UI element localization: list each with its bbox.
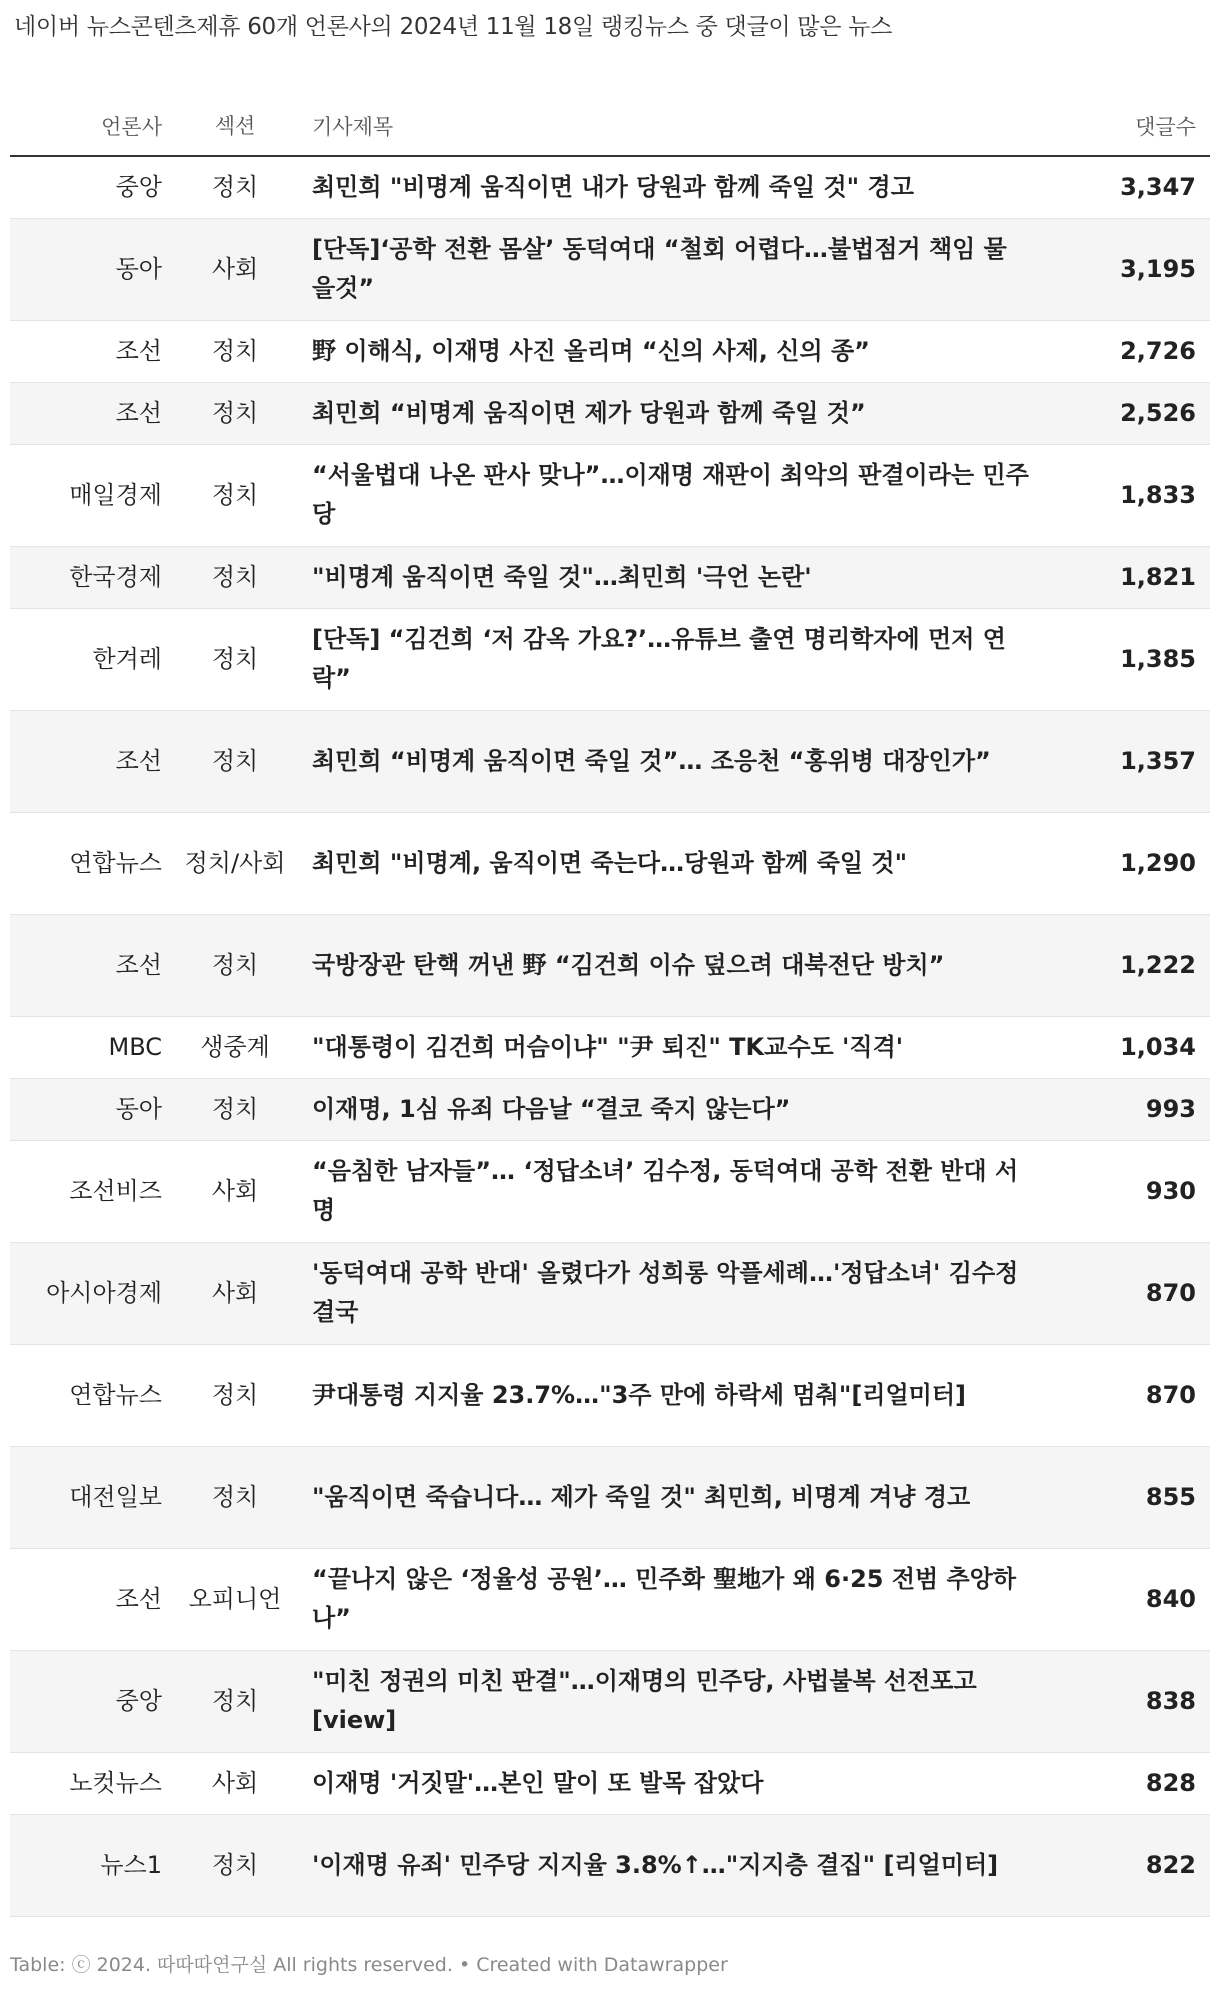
- cell-section: 정치: [170, 382, 300, 444]
- cell-comments: 1,385: [1050, 608, 1210, 710]
- cell-press: 한겨레: [10, 608, 170, 710]
- cell-headline: “끝나지 않은 ‘정율성 공원’… 민주화 聖地가 왜 6·25 전범 추앙하나”: [300, 1548, 1050, 1650]
- table-row: [10, 710, 1210, 812]
- header-press[interactable]: 언론사: [10, 96, 170, 156]
- cell-section: 정치: [170, 710, 300, 812]
- table-row: [10, 1446, 1210, 1548]
- table-row: [10, 1016, 1210, 1078]
- cell-comments: 1,357: [1050, 710, 1210, 812]
- table-body: [10, 156, 1210, 1916]
- header-section[interactable]: 섹션: [170, 96, 300, 156]
- cell-section: 정치: [170, 546, 300, 608]
- cell-comments: 2,726: [1050, 320, 1210, 382]
- cell-section: 사회: [170, 1752, 300, 1814]
- table-row: [10, 1078, 1210, 1140]
- cell-section: 정치/사회: [170, 812, 300, 914]
- cell-comments: 1,290: [1050, 812, 1210, 914]
- cell-comments: 838: [1050, 1650, 1210, 1752]
- cell-headline: "움직이면 죽습니다… 제가 죽일 것" 최민희, 비명계 겨냥 경고: [300, 1446, 1050, 1548]
- table-row: [10, 1814, 1210, 1916]
- cell-headline: "대통령이 김건희 머슴이냐" "尹 퇴진" TK교수도 '직격': [300, 1016, 1050, 1078]
- cell-headline: 최민희 "비명계 움직이면 내가 당원과 함께 죽일 것" 경고: [300, 156, 1050, 218]
- cell-press: 대전일보: [10, 1446, 170, 1548]
- header-headline[interactable]: 기사제목: [300, 96, 1050, 156]
- cell-comments: 840: [1050, 1548, 1210, 1650]
- ranking-table: [10, 96, 1210, 1917]
- cell-press: 뉴스1: [10, 1814, 170, 1916]
- cell-press: 매일경제: [10, 444, 170, 546]
- cell-section: 생중계: [170, 1016, 300, 1078]
- table-header-row: [10, 96, 1210, 156]
- cell-headline: “서울법대 나온 판사 맞나”…이재명 재판이 최악의 판결이라는 민주당: [300, 444, 1050, 546]
- cell-headline: 최민희 “비명계 움직이면 죽일 것”… 조응천 “홍위병 대장인가”: [300, 710, 1050, 812]
- table-row: [10, 914, 1210, 1016]
- cell-section: 정치: [170, 320, 300, 382]
- cell-section: 정치: [170, 156, 300, 218]
- table-row: [10, 444, 1210, 546]
- table-row: [10, 1548, 1210, 1650]
- cell-comments: 2,526: [1050, 382, 1210, 444]
- cell-section: 오피니언: [170, 1548, 300, 1650]
- table-row: [10, 546, 1210, 608]
- cell-press: 조선: [10, 382, 170, 444]
- cell-headline: 최민희 “비명계 움직이면 제가 당원과 함께 죽일 것”: [300, 382, 1050, 444]
- cell-comments: 855: [1050, 1446, 1210, 1548]
- cell-headline: 국방장관 탄핵 꺼낸 野 “김건희 이슈 덮으려 대북전단 방치”: [300, 914, 1050, 1016]
- cell-press: 아시아경제: [10, 1242, 170, 1344]
- cell-comments: 1,222: [1050, 914, 1210, 1016]
- table-row: [10, 1344, 1210, 1446]
- cell-comments: 870: [1050, 1344, 1210, 1446]
- cell-headline: [단독] “김건희 ‘저 감옥 가요?’…유튜브 출연 명리학자에 먼저 연락”: [300, 608, 1050, 710]
- cell-press: 동아: [10, 218, 170, 320]
- table-row: [10, 1650, 1210, 1752]
- cell-headline: 이재명, 1심 유죄 다음날 “결코 죽지 않는다”: [300, 1078, 1050, 1140]
- cell-headline: '이재명 유죄' 민주당 지지율 3.8%↑…"지지층 결집" [리얼미터]: [300, 1814, 1050, 1916]
- cell-comments: 3,195: [1050, 218, 1210, 320]
- table-row: [10, 156, 1210, 218]
- cell-comments: 870: [1050, 1242, 1210, 1344]
- cell-section: 정치: [170, 444, 300, 546]
- cell-press: 연합뉴스: [10, 812, 170, 914]
- cell-press: 동아: [10, 1078, 170, 1140]
- cell-section: 정치: [170, 1814, 300, 1916]
- cell-press: 조선: [10, 320, 170, 382]
- cell-press: 조선: [10, 914, 170, 1016]
- table-row: [10, 608, 1210, 710]
- table-row: [10, 1140, 1210, 1242]
- cell-headline: "미친 정권의 미친 판결"…이재명의 민주당, 사법불복 선전포고 [view]: [300, 1650, 1050, 1752]
- cell-press: MBC: [10, 1016, 170, 1078]
- cell-press: 한국경제: [10, 546, 170, 608]
- cell-headline: '동덕여대 공학 반대' 올렸다가 성희롱 악플세례…'정답소녀' 김수정 결국: [300, 1242, 1050, 1344]
- cell-press: 조선: [10, 710, 170, 812]
- cell-headline: [단독]‘공학 전환 몸살’ 동덕여대 “철회 어렵다…불법점거 책임 물을것”: [300, 218, 1050, 320]
- cell-comments: 1,833: [1050, 444, 1210, 546]
- cell-headline: "비명계 움직이면 죽일 것"…최민희 '극언 논란': [300, 546, 1050, 608]
- cell-press: 중앙: [10, 156, 170, 218]
- table-row: [10, 812, 1210, 914]
- cell-press: 노컷뉴스: [10, 1752, 170, 1814]
- cell-press: 조선: [10, 1548, 170, 1650]
- cell-headline: 野 이해식, 이재명 사진 올리며 “신의 사제, 신의 종”: [300, 320, 1050, 382]
- cell-headline: 이재명 '거짓말'…본인 말이 또 발목 잡았다: [300, 1752, 1050, 1814]
- cell-section: 정치: [170, 1650, 300, 1752]
- table-row: [10, 320, 1210, 382]
- cell-section: 정치: [170, 914, 300, 1016]
- cell-comments: 1,034: [1050, 1016, 1210, 1078]
- table-row: [10, 218, 1210, 320]
- cell-headline: “음침한 남자들”… ‘정답소녀’ 김수정, 동덕여대 공학 전환 반대 서명: [300, 1140, 1050, 1242]
- cell-section: 정치: [170, 1078, 300, 1140]
- cell-comments: 822: [1050, 1814, 1210, 1916]
- cell-section: 사회: [170, 1140, 300, 1242]
- cell-section: 정치: [170, 1344, 300, 1446]
- cell-press: 조선비즈: [10, 1140, 170, 1242]
- cell-section: 사회: [170, 218, 300, 320]
- cell-headline: 최민희 "비명계, 움직이면 죽는다…당원과 함께 죽일 것": [300, 812, 1050, 914]
- cell-section: 사회: [170, 1242, 300, 1344]
- cell-comments: 930: [1050, 1140, 1210, 1242]
- table-row: [10, 382, 1210, 444]
- cell-comments: 828: [1050, 1752, 1210, 1814]
- page-title: 네이버 뉴스콘텐츠제휴 60개 언론사의 2024년 11월 18일 랭킹뉴스 중 댓글이 많은 뉴스: [14, 14, 892, 40]
- cell-comments: 993: [1050, 1078, 1210, 1140]
- table-row: [10, 1752, 1210, 1814]
- cell-section: 정치: [170, 1446, 300, 1548]
- cell-press: 연합뉴스: [10, 1344, 170, 1446]
- cell-headline: 尹대통령 지지율 23.7%…"3주 만에 하락세 멈춰"[리얼미터]: [300, 1344, 1050, 1446]
- table-row: [10, 1242, 1210, 1344]
- header-comments[interactable]: 댓글수: [1050, 96, 1210, 156]
- cell-press: 중앙: [10, 1650, 170, 1752]
- table-footer: Table: ⓒ 2024. 따따따연구실 All rights reserved. • Created with Datawrapper: [10, 1954, 728, 1976]
- cell-section: 정치: [170, 608, 300, 710]
- cell-comments: 1,821: [1050, 546, 1210, 608]
- cell-comments: 3,347: [1050, 156, 1210, 218]
